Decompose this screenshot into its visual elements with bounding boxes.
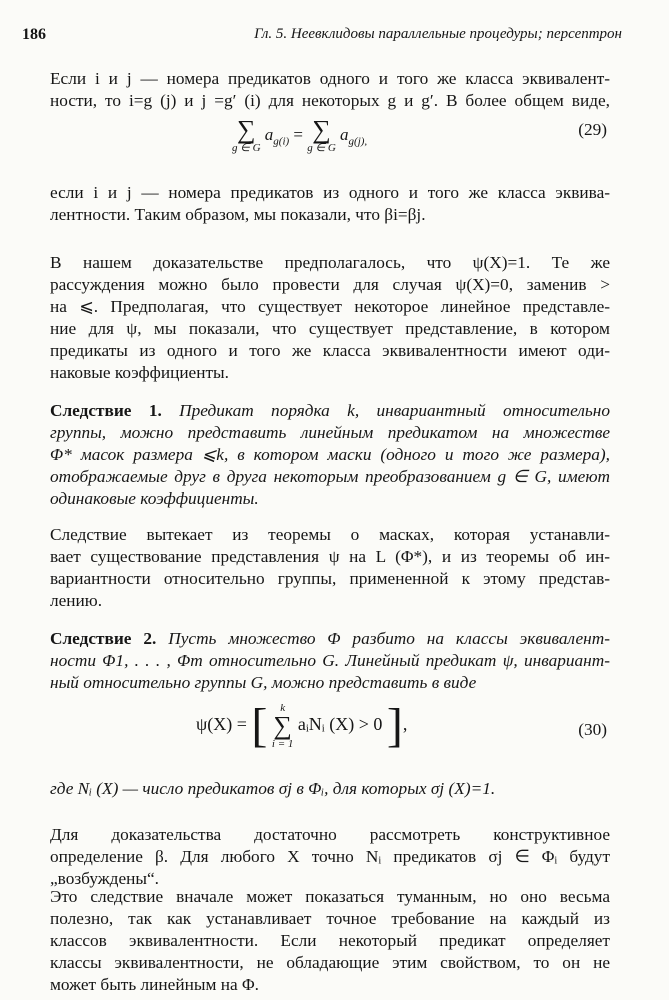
text-line: „возбуждены“. bbox=[50, 869, 159, 888]
equation-30: ψ(X) = [ k ∑ i = 1 aᵢNᵢ (X) > 0 ], bbox=[196, 699, 408, 752]
sum-symbol: ∑ g ∈ G bbox=[307, 115, 336, 154]
text-line: группы, можно представить линейным предикатом на множестве bbox=[50, 423, 610, 442]
text-line: Φ* масок размера ⩽k, в котором маски (одного и того же размера), bbox=[50, 445, 610, 464]
text-line: предикаты из одного и того же класса эквивалентности имеют оди- bbox=[50, 341, 610, 360]
text-line: ности, то i=g (j) и j =g′ (i) для некоторых g и g′. В более общем виде, bbox=[50, 91, 610, 110]
text-line: ности Φ1, . . . , Φm относительно G. Линейный предикат ψ, инвариант- bbox=[50, 651, 610, 670]
text-line: ние для ψ, мы показали, что существует представление, в котором bbox=[50, 319, 610, 338]
text-line: на ⩽. Предполагая, что существует некоторое линейное представле- bbox=[50, 297, 610, 316]
text-line: классов эквивалентности. Если некоторый предикат определяет bbox=[50, 931, 610, 950]
text-line: одинаковые коэффициенты. bbox=[50, 489, 259, 508]
corollary-label: Следствие 2. bbox=[50, 629, 157, 648]
corollary-1-line: Следствие 1. Предикат порядка k, инвариантный относительно bbox=[50, 401, 610, 420]
text-line: где Nᵢ (X) — число предикатов σj в Φᵢ, для которых σj (X)=1. bbox=[50, 779, 496, 798]
text-line: наковые коэффициенты. bbox=[50, 363, 229, 382]
text-line: рассуждения можно было провести для случая ψ(X)=0, заменив > bbox=[50, 275, 610, 294]
text-line: полезно, так как устанавливает точное требование на каждый из bbox=[50, 909, 610, 928]
text-line: вает существование представления ψ на L (Φ*), и из теоремы об ин- bbox=[50, 547, 610, 566]
equation-29: ∑ g ∈ G $a_{g(i)}$ = ∑ g ∈ G $a_{g(j),}$ bbox=[232, 115, 368, 154]
text-line: Если i и j — номера предикатов одного и того же класса эквивалент- bbox=[50, 69, 610, 88]
equation-number: (29) bbox=[578, 120, 607, 139]
running-title: Гл. 5. Неевклидовы параллельные процедуры; персептрон bbox=[254, 26, 622, 42]
text-line: лентности. Таким образом, мы показали, что βi=βj. bbox=[50, 205, 426, 224]
text-line: Для доказательства достаточно рассмотреть конструктивное bbox=[50, 825, 610, 844]
right-bracket: ] bbox=[386, 699, 403, 752]
left-bracket: [ bbox=[251, 699, 268, 752]
text-line: отображаемые друг в друга некоторым преобразованием g ∈ G, имеют bbox=[50, 467, 610, 486]
corollary-label: Следствие 1. bbox=[50, 401, 162, 420]
sum-symbol: ∑ g ∈ G bbox=[232, 115, 261, 154]
text-line: определение β. Для любого X точно Nᵢ предикатов σj ∈ Φᵢ будут bbox=[50, 847, 610, 866]
sum-symbol: k ∑ i = 1 bbox=[271, 702, 294, 750]
equation-number: (30) bbox=[578, 720, 607, 739]
text-line: Это следствие вначале может показаться туманным, но оно весьма bbox=[50, 887, 610, 906]
text-line: ный относительно группы G, можно представить в виде bbox=[50, 673, 477, 692]
text-line: В нашем доказательстве предполагалось, что ψ(X)=1. Те же bbox=[50, 253, 610, 272]
text-line: лению. bbox=[50, 591, 103, 610]
text-line: Следствие вытекает из теоремы о масках, которая устанавли- bbox=[50, 525, 610, 544]
text-line: если i и j — номера предикатов из одного и того же класса эквива- bbox=[50, 183, 610, 202]
page-header bbox=[22, 26, 622, 48]
text-line: может быть линейным на Φ. bbox=[50, 975, 259, 994]
text-line: классы эквивалентности, не обладающие этим свойством, то он не bbox=[50, 953, 610, 972]
corollary-2-line: Следствие 2. Пусть множество Φ разбито на классы эквивалент- bbox=[50, 629, 610, 648]
text-line: вариантности относительно группы, примененной к этому представ- bbox=[50, 569, 610, 588]
page-number: 186 bbox=[22, 26, 46, 43]
